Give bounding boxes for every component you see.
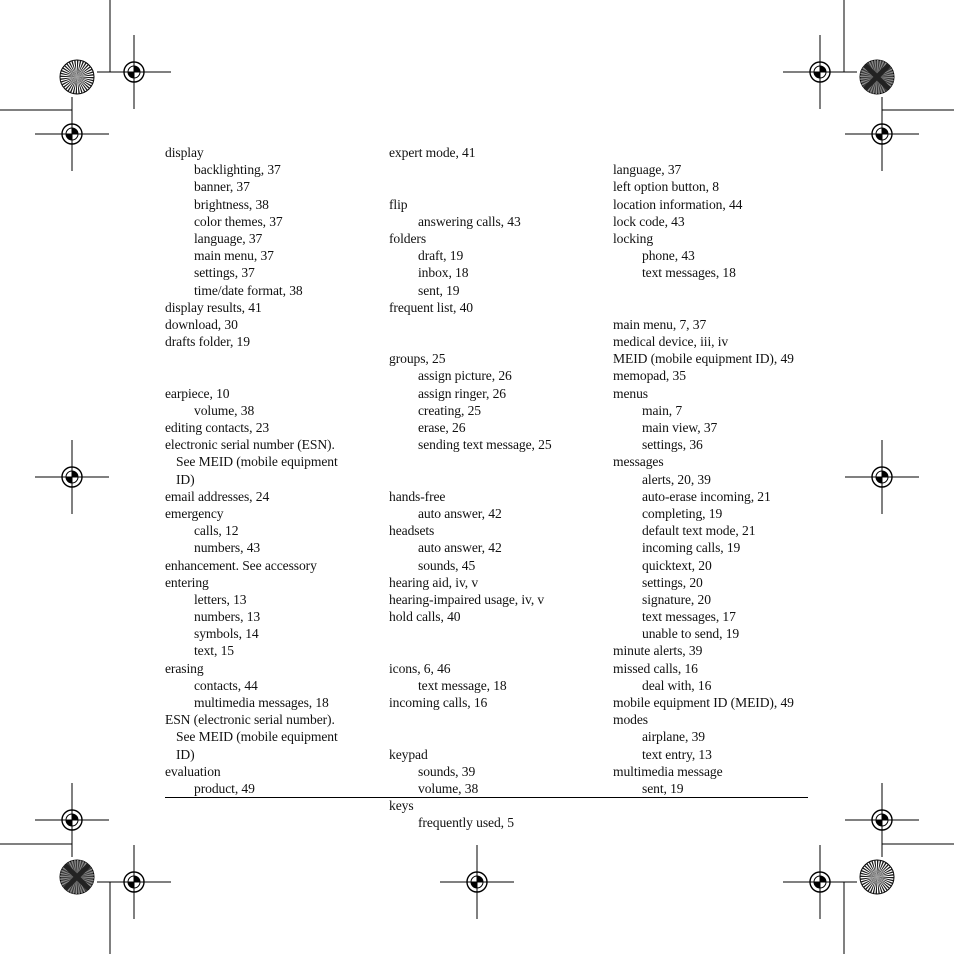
registration-crosshair — [783, 845, 857, 919]
registration-crosshair — [97, 845, 171, 919]
index-subentry: main, 7 — [642, 402, 683, 418]
index-subentry: numbers, 13 — [194, 609, 261, 625]
index-entry: MEID (mobile equipment ID), 49 — [613, 351, 794, 367]
registration-starburst — [60, 60, 94, 94]
index-subentry: numbers, 43 — [194, 540, 261, 556]
index-entry: hearing-impaired usage, iv, v — [389, 591, 545, 607]
index-subentry: signature, 20 — [642, 591, 711, 607]
index-subentry: language, 37 — [194, 230, 263, 246]
index-subentry: text, 15 — [194, 643, 234, 659]
index-subentry: sending text message, 25 — [418, 437, 552, 453]
index-subentry: main menu, 37 — [194, 248, 274, 264]
index-entry: main menu, 7, 37 — [613, 316, 707, 332]
index-entry: minute alerts, 39 — [613, 643, 703, 659]
index-entry-continuation: See MEID (mobile equipment — [176, 454, 338, 470]
index-subentry: main view, 37 — [642, 420, 718, 435]
index-entry: locking — [613, 230, 654, 246]
index-subentry: completing, 19 — [642, 505, 723, 521]
index-subentry: symbols, 14 — [194, 626, 259, 642]
index-subentry: assign ringer, 26 — [418, 385, 506, 401]
index-subentry: inbox, 18 — [418, 265, 469, 281]
index-subentry: settings, 36 — [642, 437, 703, 453]
index-subentry: multimedia messages, 18 — [194, 695, 329, 710]
index-entry: expert mode, 41 — [389, 145, 476, 160]
index-subentry: frequently used, 5 — [418, 815, 514, 831]
index-subentry: erase, 26 — [418, 420, 466, 435]
index-entry: multimedia message — [613, 763, 723, 779]
index-entry: groups, 25 — [389, 351, 446, 367]
index-subentry: auto answer, 42 — [418, 540, 502, 556]
index-entry-continuation: See MEID (mobile equipment — [176, 729, 338, 745]
index-subentry: settings, 20 — [642, 574, 703, 590]
registration-crosshair — [440, 845, 514, 919]
index-entry: evaluation — [165, 763, 221, 779]
index-entry: earpiece, 10 — [165, 385, 230, 401]
index-entry: download, 30 — [165, 316, 238, 332]
index-subentry: draft, 19 — [418, 248, 464, 264]
index-entry: erasing — [165, 660, 204, 676]
index-entry: messages — [613, 454, 664, 470]
index-subentry: settings, 37 — [194, 265, 255, 281]
index-subentry: sounds, 45 — [418, 557, 476, 573]
index-subentry: alerts, 20, 39 — [642, 471, 711, 487]
index-entry: drafts folder, 19 — [165, 334, 250, 350]
index-entry: icons, 6, 46 — [389, 660, 451, 676]
index-subentry: sent, 19 — [418, 282, 460, 298]
index-subentry: volume, 38 — [418, 780, 479, 796]
index-subentry: default text mode, 21 — [642, 523, 756, 539]
index-entry: hold calls, 40 — [389, 609, 461, 625]
index-entry: modes — [613, 712, 648, 728]
registration-starburst — [60, 860, 94, 894]
index-subentry: text messages, 17 — [642, 609, 736, 625]
index-subentry: unable to send, 19 — [642, 626, 740, 642]
index-entry: medical device, iii, iv — [613, 334, 729, 350]
index-entry: left option button, 8 — [613, 179, 719, 195]
index-subentry: text entry, 13 — [642, 746, 712, 762]
index-subentry: volume, 38 — [194, 402, 255, 418]
index-subentry: letters, 13 — [194, 591, 247, 607]
index-entry: menus — [613, 385, 648, 401]
index-entry-continuation: ID) — [176, 746, 195, 762]
registration-crosshair — [97, 35, 171, 109]
index-subentry: quicktext, 20 — [642, 557, 712, 573]
index-entry: keypad — [389, 746, 428, 762]
index-subentry: airplane, 39 — [642, 729, 705, 745]
registration-crosshair — [845, 440, 919, 514]
registration-crosshair — [783, 35, 857, 109]
index-subentry: text messages, 18 — [642, 265, 736, 281]
index-entry: email addresses, 24 — [165, 488, 270, 504]
index-subentry: creating, 25 — [418, 402, 481, 418]
registration-crosshair — [845, 783, 919, 857]
index-subentry: banner, 37 — [194, 179, 250, 195]
index-entry: enhancement. See accessory — [165, 557, 317, 573]
index-entry: hands-free — [389, 488, 446, 504]
index-entry: keys — [389, 798, 414, 814]
index-subentry: brightness, 38 — [194, 196, 269, 212]
index-entry-continuation: ID) — [176, 471, 195, 487]
index-subentry: phone, 43 — [642, 248, 695, 264]
registration-crosshair — [35, 97, 109, 171]
index-subentry: assign picture, 26 — [418, 368, 512, 384]
index-subentry: auto-erase incoming, 21 — [642, 488, 771, 504]
index-entry: display — [165, 145, 204, 160]
index-entry: location information, 44 — [613, 196, 743, 212]
index-subentry: product, 49 — [194, 780, 255, 796]
index-entry: editing contacts, 23 — [165, 420, 270, 435]
index-entry: language, 37 — [613, 162, 682, 178]
index-subentry: calls, 12 — [194, 523, 239, 539]
index-entry: flip — [389, 196, 408, 212]
registration-starburst — [860, 60, 894, 94]
index-subentry: answering calls, 43 — [418, 213, 521, 229]
index-subentry: sent, 19 — [642, 780, 684, 796]
index-entry: emergency — [165, 505, 224, 521]
index-entry: incoming calls, 16 — [389, 695, 488, 710]
index-entry: ESN (electronic serial number). — [165, 712, 335, 728]
index-entry: hearing aid, iv, v — [389, 574, 479, 590]
index-entry: display results, 41 — [165, 299, 262, 315]
index-entry: memopad, 35 — [613, 368, 686, 384]
index-subentry: incoming calls, 19 — [642, 540, 741, 556]
index-subentry: backlighting, 37 — [194, 162, 281, 178]
index-entry: mobile equipment ID (MEID), 49 — [613, 695, 794, 710]
index-entry: folders — [389, 230, 427, 246]
index-subentry: color themes, 37 — [194, 213, 283, 229]
index-entry: electronic serial number (ESN). — [165, 437, 335, 453]
index-subentry: sounds, 39 — [418, 763, 476, 779]
index-subentry: deal with, 16 — [642, 677, 712, 693]
index-subentry: time/date format, 38 — [194, 282, 303, 298]
index-subentry: contacts, 44 — [194, 677, 258, 693]
index-entry: entering — [165, 574, 209, 590]
index-entry: lock code, 43 — [613, 213, 685, 229]
registration-crosshair — [35, 440, 109, 514]
registration-starburst — [860, 860, 894, 894]
index-entry: headsets — [389, 523, 435, 539]
registration-crosshair — [845, 97, 919, 171]
index-subentry: text message, 18 — [418, 677, 507, 693]
index-subentry: auto answer, 42 — [418, 505, 502, 521]
index-entry: missed calls, 16 — [613, 660, 698, 676]
index-entry: frequent list, 40 — [389, 299, 473, 315]
registration-crosshair — [35, 783, 109, 857]
